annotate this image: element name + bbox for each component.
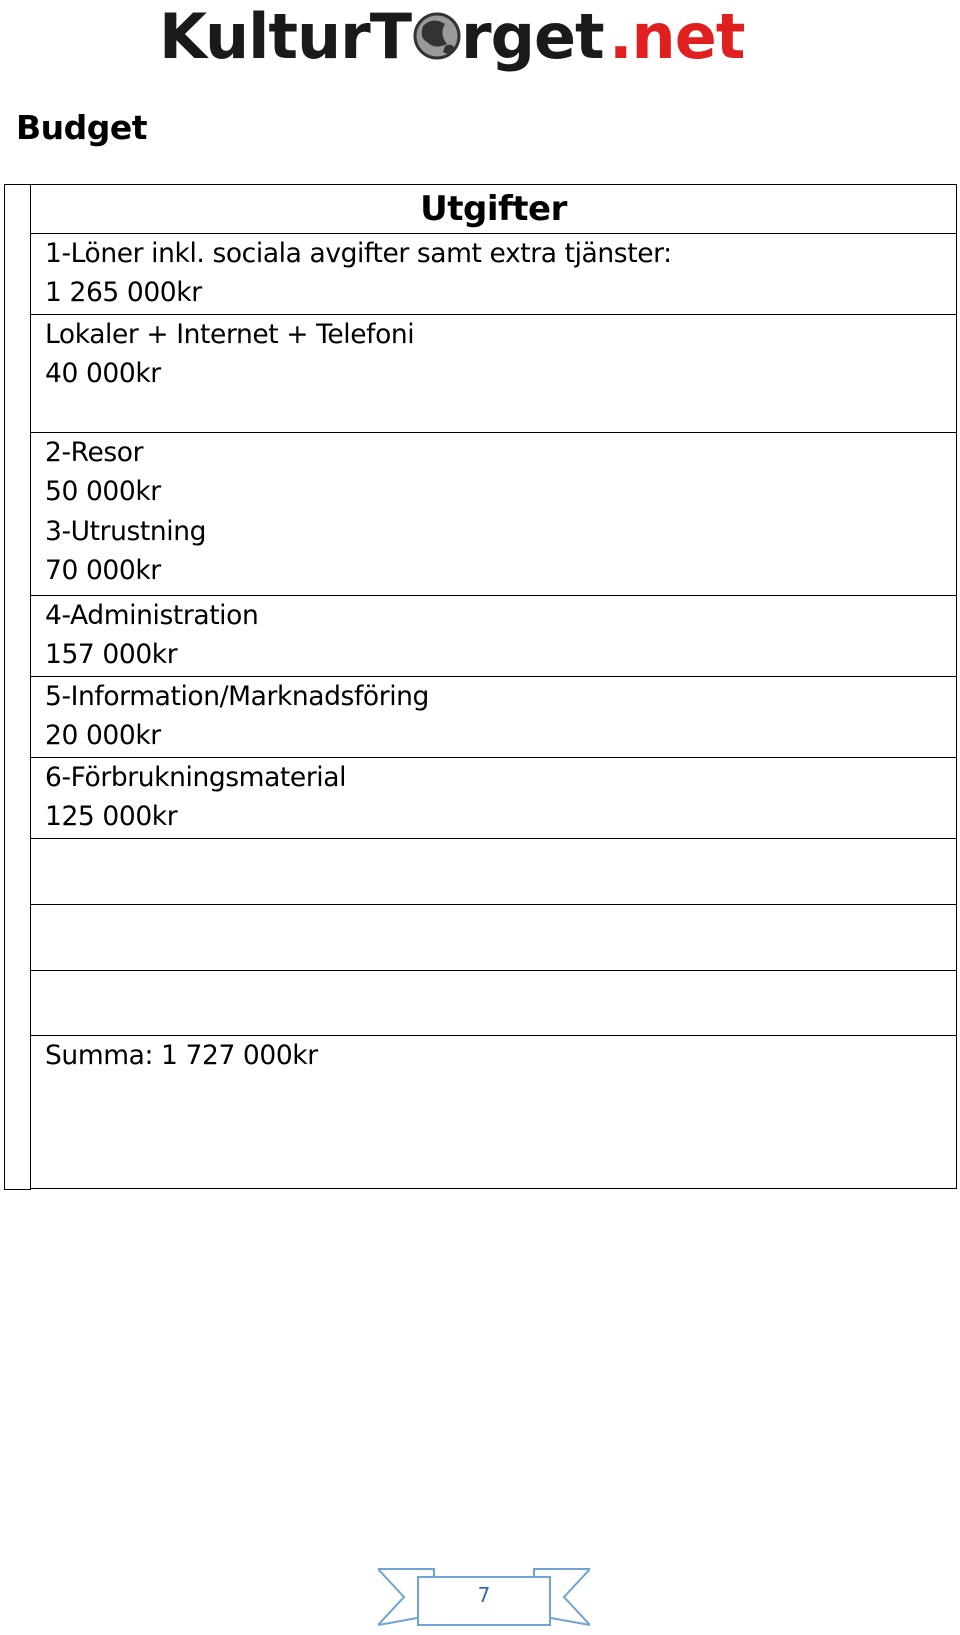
row-label: 4-Administration <box>45 600 259 631</box>
row-label: 3-Utrustning <box>45 516 207 547</box>
row-label: Lokaler + Internet + Telefoni <box>45 319 415 350</box>
table-row-empty <box>30 971 957 1036</box>
table-row <box>30 433 957 596</box>
table-row <box>30 758 957 839</box>
table-row <box>30 315 957 433</box>
total-amount: Summa: 1 727 000kr <box>45 1040 318 1071</box>
page-heading: Budget <box>16 108 148 147</box>
page-number-ribbon <box>378 1567 590 1627</box>
row-label: 1-Löner inkl. sociala avgifter samt extra tjänster: <box>45 238 672 269</box>
row-label: 5-Information/Marknadsföring <box>45 681 429 712</box>
logo-text-rget: rget <box>461 0 604 73</box>
logo-text-net: .net <box>609 0 745 73</box>
budget-table <box>4 184 958 1190</box>
table-row-empty <box>30 905 957 971</box>
logo-text-kultur: KulturT <box>159 0 411 73</box>
row-label: 2-Resor <box>45 437 144 468</box>
row-amount: 125 000kr <box>45 801 178 832</box>
row-amount: 157 000kr <box>45 639 178 670</box>
row-amount: 70 000kr <box>45 555 161 586</box>
table-header-row <box>30 184 957 234</box>
row-amount: 20 000kr <box>45 720 161 751</box>
table-row <box>30 234 957 315</box>
row-amount: 1 265 000kr <box>45 277 202 308</box>
row-label: 6-Förbrukningsmaterial <box>45 762 347 793</box>
site-logo <box>157 0 807 76</box>
table-row-total <box>30 1036 957 1189</box>
globe-icon <box>415 14 459 58</box>
page-number: 7 <box>477 1583 491 1607</box>
table-row-empty <box>30 839 957 905</box>
table-header-utgifter: Utgifter <box>420 189 567 229</box>
row-amount: 40 000kr <box>45 358 161 389</box>
table-row <box>30 596 957 677</box>
table-gutter-column <box>4 184 31 1190</box>
row-amount: 50 000kr <box>45 476 161 507</box>
table-row <box>30 677 957 758</box>
